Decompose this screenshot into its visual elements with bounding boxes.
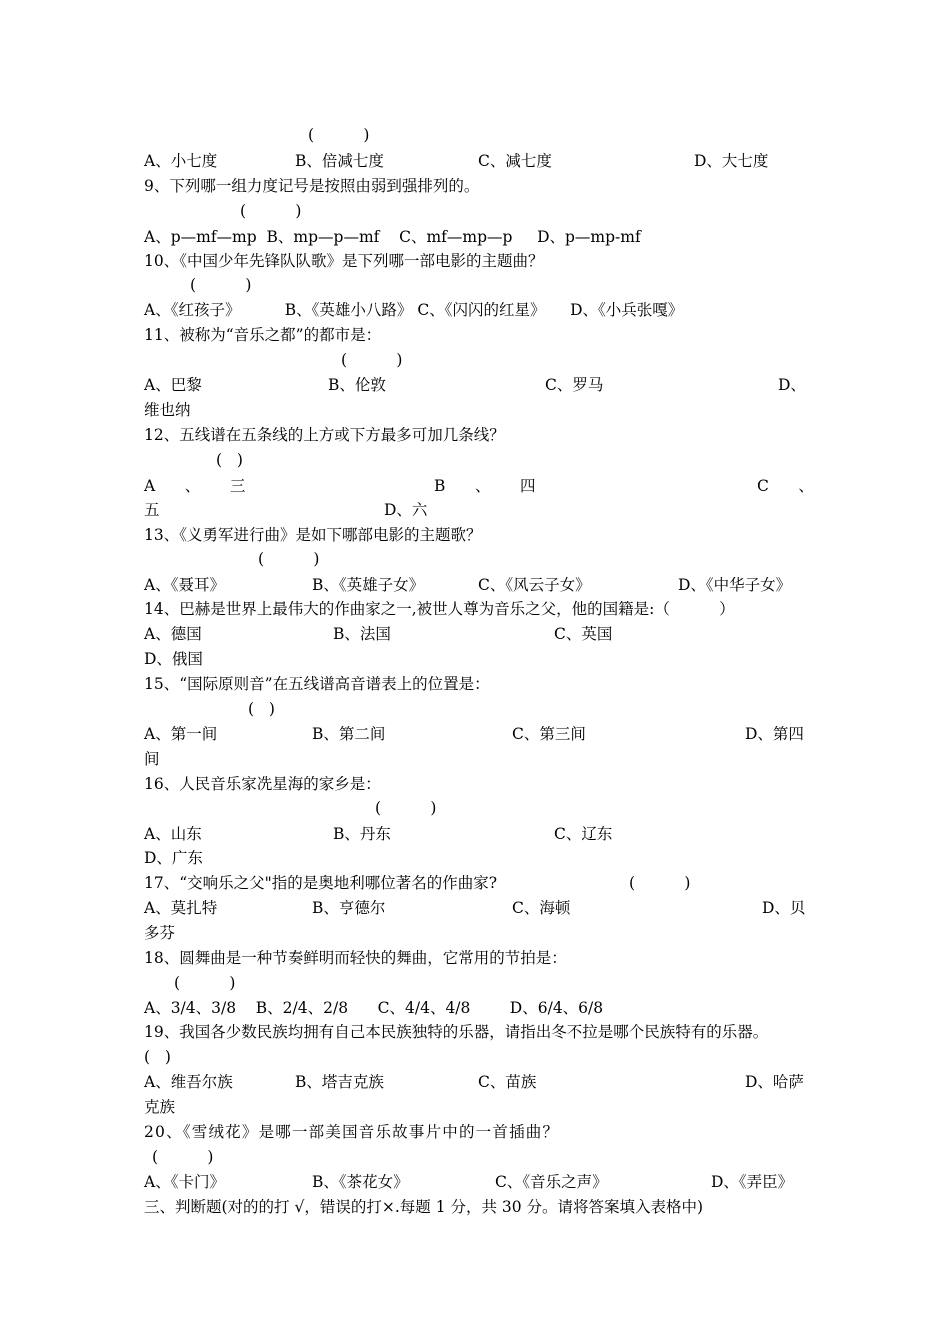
answer-blank-q18: ( ): [174, 974, 236, 992]
answer-blank-q19: ( ): [144, 1048, 171, 1066]
option-q8-a: A、小七度: [144, 152, 218, 170]
option-q8-c: C、减七度: [478, 152, 552, 170]
option-q20-d: D、《弄臣》: [711, 1173, 794, 1191]
option-q14-a: A、德国: [144, 625, 202, 643]
answer-blank-q13: ( ): [258, 550, 320, 568]
options-q9: A、p—mf—mp B、mp—p—mf C、mf—mp—p D、p—mp-mf: [144, 228, 641, 246]
option-q19-a: A、维吾尔族: [144, 1073, 233, 1091]
option-q16-a: A、山东: [144, 825, 202, 843]
answer-blank-q20: ( ): [152, 1148, 214, 1166]
option-q17-d: D、贝: [762, 899, 806, 917]
option-q11-a: A、巴黎: [144, 376, 202, 394]
option-q19-b: B、塔吉克族: [295, 1073, 384, 1091]
option-q14-b: B、法国: [333, 625, 391, 643]
option-q12-d: D、六: [384, 501, 428, 519]
option-q8-b: B、倍减七度: [295, 152, 384, 170]
option-q15-c: C、第三间: [512, 725, 586, 743]
option-q11-d: D、: [778, 376, 806, 394]
option-q15-a: A、第一间: [144, 725, 218, 743]
option-q14-c: C、英国: [554, 625, 613, 643]
section-heading-true-false: 三、判断题(对的的打 √，错误的打×.每题 1 分，共 30 分。请将答案填入表格中): [144, 1198, 704, 1216]
option-q19-c: C、苗族: [478, 1073, 537, 1091]
answer-blank-q8: ( ): [308, 126, 370, 144]
answer-blank-q12: ( ): [216, 451, 243, 469]
option-q14-d: D、俄国: [144, 650, 203, 668]
option-q15-d-cont: 间: [144, 750, 160, 768]
question-14: 14、巴赫是世界上最伟大的作曲家之一,被世人尊为音乐之父，他的国籍是:（ ）: [144, 600, 735, 618]
option-q13-d: D、《中华子女》: [678, 576, 792, 594]
option-q20-b: B、《茶花女》: [312, 1173, 409, 1191]
option-q17-a: A、莫扎特: [144, 899, 218, 917]
option-q11-d-cont: 维也纳: [144, 401, 191, 419]
option-q16-d: D、广东: [144, 849, 203, 867]
option-q12-c-cont: 五: [144, 501, 160, 519]
option-q13-c: C、《风云子女》: [478, 576, 591, 594]
option-q12-c: C 、: [757, 477, 814, 495]
option-q11-c: C、罗马: [545, 376, 604, 394]
option-q20-a: A、《卡门》: [144, 1173, 225, 1191]
option-q16-c: C、辽东: [554, 825, 613, 843]
question-19: 19、我国各少数民族均拥有自己本民族独特的乐器，请指出冬不拉是哪个民族特有的乐器。: [144, 1023, 769, 1041]
answer-blank-q16: ( ): [375, 799, 437, 817]
option-q11-b: B、伦敦: [328, 376, 386, 394]
option-q20-c: C、《音乐之声》: [495, 1173, 608, 1191]
question-13: 13、《义勇军进行曲》是如下哪部电影的主题歌？: [144, 526, 482, 544]
answer-blank-q15: ( ): [248, 700, 275, 718]
option-q17-b: B、亨德尔: [312, 899, 386, 917]
question-11: 11、被称为“音乐之都”的都市是：: [144, 326, 382, 344]
option-q17-d-cont: 多芬: [144, 924, 176, 942]
option-q13-b: B、《英雄子女》: [312, 576, 425, 594]
option-q15-d: D、第四: [745, 725, 804, 743]
question-16: 16、人民音乐家冼星海的家乡是：: [144, 775, 381, 793]
question-15: 15、“国际原则音”在五线谱高音谱表上的位置是：: [144, 675, 490, 693]
options-q10: A、《红孩子》 B、《英雄小八路》 C、《闪闪的红星》 D、《小兵张嘎》: [144, 301, 684, 319]
answer-blank-q17: ( ): [629, 874, 691, 892]
answer-blank-q9: ( ): [240, 202, 302, 220]
option-q19-d-cont: 克族: [144, 1098, 176, 1116]
options-q18: A、3/4、3/8 B、2/4、2/8 C、4/4、4/8 D、6/4、6/8: [144, 999, 604, 1017]
question-18: 18、圆舞曲是一种节奏鲜明而轻快的舞曲，它常用的节拍是：: [144, 949, 567, 967]
question-9: 9、下列哪一组力度记号是按照由弱到强排列的。: [144, 177, 480, 195]
option-q12-a: A 、 三: [144, 477, 246, 495]
option-q19-d: D、哈萨: [745, 1073, 804, 1091]
option-q16-b: B、丹东: [333, 825, 391, 843]
option-q13-a: A、《聂耳》: [144, 576, 225, 594]
option-q17-c: C、海顿: [512, 899, 571, 917]
option-q15-b: B、第二间: [312, 725, 386, 743]
option-q12-b: B 、 四: [434, 477, 536, 495]
question-12: 12、五线谱在五条线的上方或下方最多可加几条线？: [144, 426, 505, 444]
option-q8-d: D、大七度: [694, 152, 769, 170]
question-10: 10、《中国少年先锋队队歌》是下列哪一部电影的主题曲？: [144, 252, 544, 270]
question-17: 17、“交响乐之父"指的是奥地利哪位著名的作曲家?: [144, 874, 498, 892]
question-20: 20、《雪绒花》是哪一部美国音乐故事片中的一首插曲？: [144, 1123, 560, 1141]
answer-blank-q11: ( ): [341, 351, 403, 369]
answer-blank-q10: ( ): [190, 276, 252, 294]
